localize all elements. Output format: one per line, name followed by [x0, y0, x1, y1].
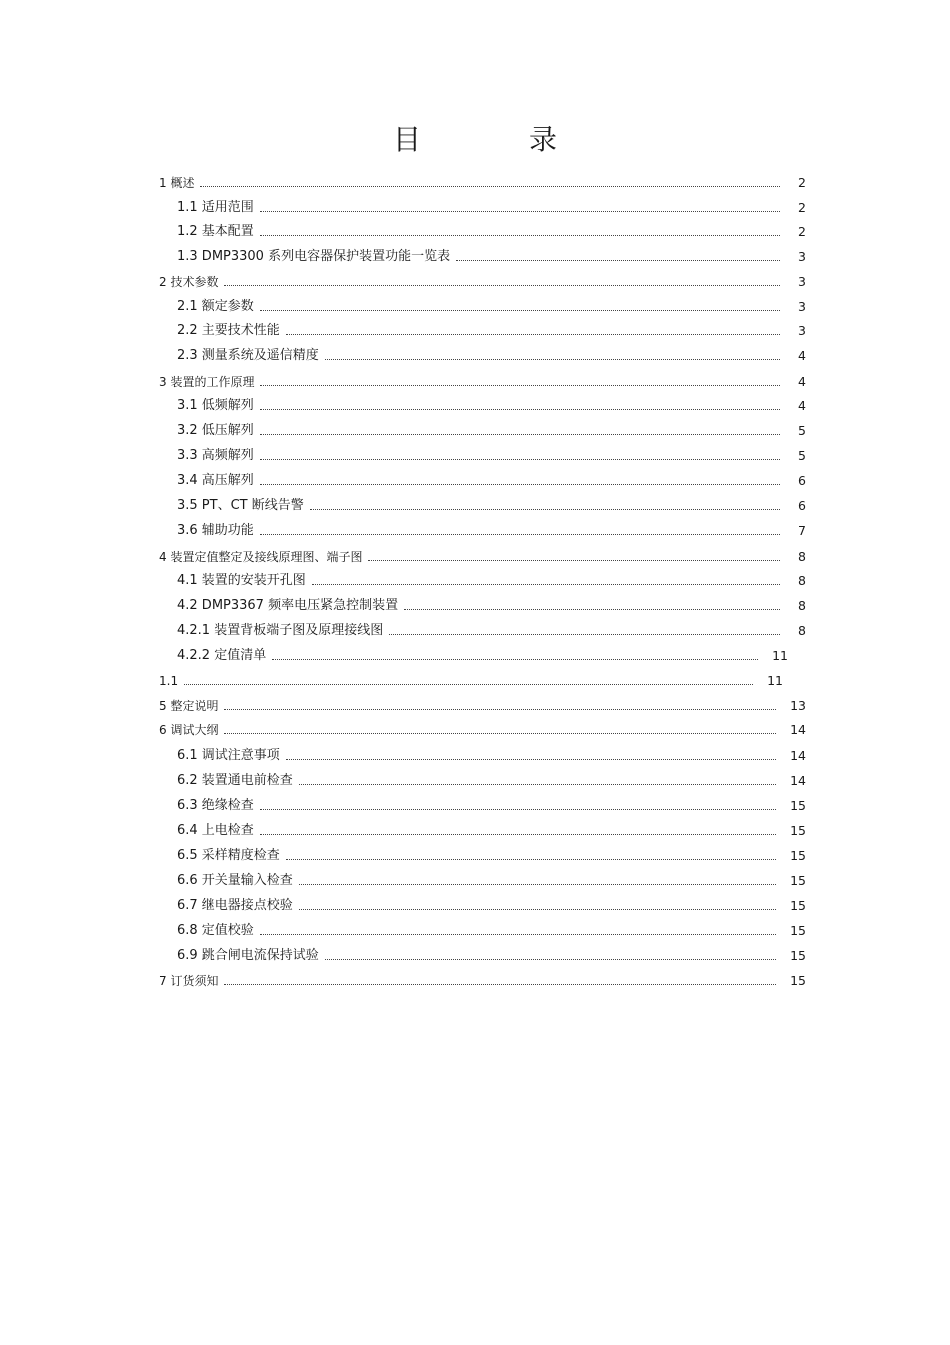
- toc-entry-label: 3.1 低频解列: [177, 398, 254, 413]
- toc-entry[interactable]: [177, 518, 806, 540]
- toc-entry[interactable]: [177, 943, 806, 965]
- toc-leader: [312, 584, 780, 585]
- toc-page-number: 15: [790, 898, 806, 913]
- toc-page-number: 5: [798, 448, 806, 463]
- toc-leader: [368, 560, 780, 561]
- toc-entry-label: 4.2.2 定值清单: [177, 648, 267, 663]
- toc-entry-label: 3.6 辅助功能: [177, 523, 254, 538]
- toc-page-number: 2: [798, 200, 806, 215]
- toc-page-number: 4: [798, 348, 806, 363]
- toc-entry[interactable]: [159, 170, 806, 192]
- toc-page-number: 15: [790, 848, 806, 863]
- toc-leader: [286, 859, 776, 860]
- toc-entry-label: 6.1 调试注意事项: [177, 748, 280, 763]
- toc-entry-label: 6.7 继电器接点校验: [177, 898, 293, 913]
- toc-entry[interactable]: [177, 868, 806, 890]
- toc-entry-label: 6 调试大纲: [159, 723, 219, 737]
- toc-leader: [260, 484, 780, 485]
- toc-leader: [260, 211, 780, 212]
- toc-page-number: 3: [798, 249, 806, 264]
- toc-entry-label: 2.3 测量系统及遥信精度: [177, 348, 319, 363]
- toc-leader: [184, 684, 753, 685]
- toc-entry-label: 1.2 基本配置: [177, 224, 254, 239]
- toc-entry[interactable]: [177, 768, 806, 790]
- toc-leader: [200, 186, 780, 187]
- toc-entry-label: 4.2.1 装置背板端子图及原理接线图: [177, 623, 384, 638]
- toc-leader: [286, 334, 780, 335]
- toc-leader: [224, 984, 776, 985]
- toc-page-number: 2: [798, 175, 806, 190]
- toc-entry-label: 3.5 PT、CT 断线告警: [177, 498, 304, 513]
- toc-entry-label: 6.3 绝缘检查: [177, 798, 254, 813]
- toc-page-number: 8: [798, 598, 806, 613]
- toc-page-number: 15: [790, 798, 806, 813]
- toc-leader: [260, 310, 780, 311]
- toc-page-number: 2: [798, 224, 806, 239]
- toc-page-number: 8: [798, 549, 806, 564]
- toc-entry-label: 7 订货须知: [159, 974, 219, 988]
- toc-entry-label: 6.2 装置通电前检查: [177, 773, 293, 788]
- toc-entry[interactable]: [159, 693, 806, 715]
- toc-entry[interactable]: [177, 493, 806, 515]
- toc-entry[interactable]: [177, 468, 806, 490]
- toc-page-number: 3: [798, 274, 806, 289]
- toc-entry[interactable]: [177, 743, 806, 765]
- toc-entry[interactable]: [159, 269, 806, 291]
- toc-page-number: 3: [798, 323, 806, 338]
- toc-entry[interactable]: [177, 195, 806, 217]
- toc-entry[interactable]: [177, 843, 806, 865]
- toc-leader: [272, 659, 758, 660]
- toc-leader: [299, 784, 776, 785]
- toc-entry-label: 4 装置定值整定及接线原理图、端子图: [159, 550, 363, 564]
- toc-entry[interactable]: [177, 294, 806, 316]
- toc-page-number: 14: [790, 773, 806, 788]
- toc-page-number: 11: [767, 673, 783, 688]
- toc-entry[interactable]: [177, 793, 806, 815]
- toc-leader: [325, 359, 780, 360]
- toc-entry[interactable]: [177, 568, 806, 590]
- toc-leader: [325, 959, 776, 960]
- toc-page-number: 6: [798, 498, 806, 513]
- toc-entry[interactable]: [177, 343, 806, 365]
- toc-leader: [260, 934, 776, 935]
- toc-entry[interactable]: [177, 918, 806, 940]
- toc-page-number: 14: [790, 748, 806, 763]
- toc-leader: [224, 285, 780, 286]
- toc-entry[interactable]: [159, 968, 806, 990]
- toc-entry-label: 6.6 开关量输入检查: [177, 873, 293, 888]
- toc-entry[interactable]: [177, 418, 806, 440]
- toc-leader: [260, 809, 776, 810]
- toc-entry[interactable]: [177, 443, 806, 465]
- toc-page-number: 14: [790, 722, 806, 737]
- toc-entry[interactable]: [159, 668, 783, 690]
- toc-entry-label: 3 装置的工作原理: [159, 375, 255, 389]
- toc-entry[interactable]: [177, 643, 788, 665]
- toc-leader: [286, 759, 776, 760]
- toc-page-number: 8: [798, 623, 806, 638]
- toc-page-number: 4: [798, 398, 806, 413]
- toc-page-number: 13: [790, 698, 806, 713]
- toc-entry[interactable]: [159, 369, 806, 391]
- toc-entry-label: 1.3 DMP3300 系列电容器保护装置功能一览表: [177, 249, 451, 264]
- toc-page-number: 15: [790, 973, 806, 988]
- toc-leader: [260, 434, 780, 435]
- toc-entry[interactable]: [177, 618, 806, 640]
- toc-page-number: 15: [790, 823, 806, 838]
- toc-leader: [260, 235, 780, 236]
- toc-leader: [260, 459, 780, 460]
- toc-entry[interactable]: [177, 593, 806, 615]
- toc-entry-label: 1 概述: [159, 176, 195, 190]
- toc-entry-label: 1.1: [159, 674, 179, 688]
- toc-entry-label: 5 整定说明: [159, 699, 219, 713]
- toc-entry[interactable]: [177, 318, 806, 340]
- toc-leader: [260, 534, 780, 535]
- toc-leader: [310, 509, 780, 510]
- toc-entry-label: 4.1 装置的安装开孔图: [177, 573, 306, 588]
- toc-entry[interactable]: [177, 893, 806, 915]
- toc-leader: [260, 409, 780, 410]
- toc-entry-label: 2.2 主要技术性能: [177, 323, 280, 338]
- toc-leader: [224, 709, 776, 710]
- toc-entry-label: 3.4 高压解列: [177, 473, 254, 488]
- toc-entry-label: 6.4 上电检查: [177, 823, 254, 838]
- toc-page-number: 15: [790, 948, 806, 963]
- toc-entry-label: 6.5 采样精度检查: [177, 848, 280, 863]
- toc-page-number: 4: [798, 374, 806, 389]
- toc-leader: [260, 834, 776, 835]
- toc-entry-label: 2.1 额定参数: [177, 299, 254, 314]
- toc-entry-label: 4.2 DMP3367 频率电压紧急控制装置: [177, 598, 399, 613]
- toc-leader: [404, 609, 780, 610]
- toc-entry[interactable]: [177, 244, 806, 266]
- toc-page-number: 15: [790, 923, 806, 938]
- toc-page-number: 11: [772, 648, 788, 663]
- toc-entry[interactable]: [177, 393, 806, 415]
- toc-page-number: 7: [798, 523, 806, 538]
- toc-page-number: 8: [798, 573, 806, 588]
- toc-entry-label: 1.1 适用范围: [177, 200, 254, 215]
- toc-entry-label: 6.8 定值校验: [177, 923, 254, 938]
- toc-page-number: 5: [798, 423, 806, 438]
- toc-page-number: 6: [798, 473, 806, 488]
- toc-entry[interactable]: [177, 818, 806, 840]
- toc-entry-label: 3.3 高频解列: [177, 448, 254, 463]
- toc-entry[interactable]: [159, 544, 806, 566]
- toc-page-number: 15: [790, 873, 806, 888]
- toc-entry-label: 2 技术参数: [159, 275, 219, 289]
- toc-leader: [299, 884, 776, 885]
- toc-leader: [224, 733, 776, 734]
- page-title: 目 录: [392, 123, 597, 156]
- toc-page-number: 3: [798, 299, 806, 314]
- toc-entry[interactable]: [159, 717, 806, 739]
- toc-leader: [456, 260, 780, 261]
- toc-leader: [389, 634, 780, 635]
- toc-entry-label: 6.9 跳合闸电流保持试验: [177, 948, 319, 963]
- toc-entry-label: 3.2 低压解列: [177, 423, 254, 438]
- toc-leader: [299, 909, 776, 910]
- toc-entry[interactable]: [177, 219, 806, 241]
- toc-leader: [260, 385, 780, 386]
